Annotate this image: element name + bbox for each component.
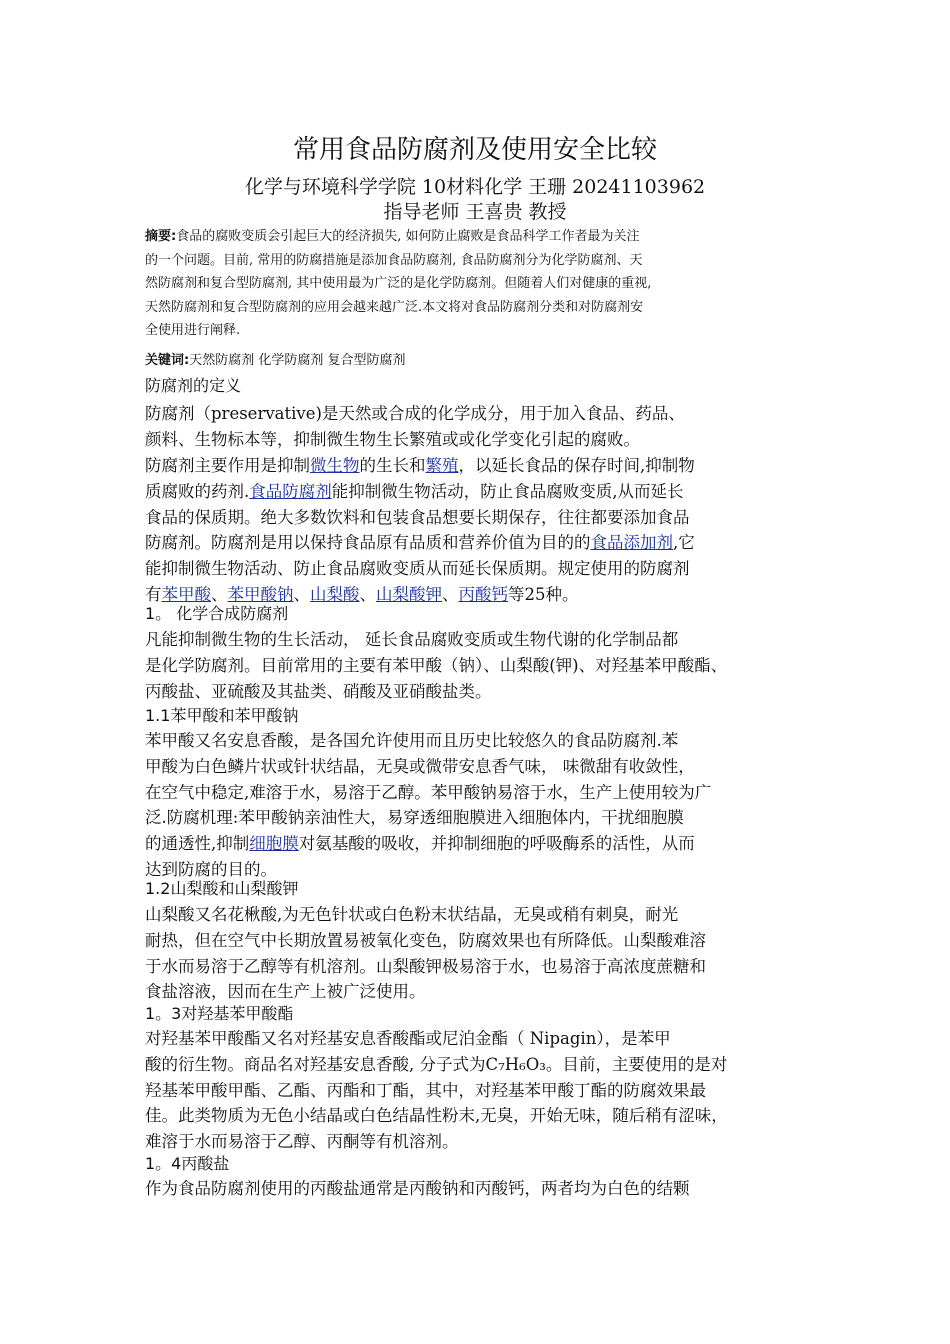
keywords-text: 天然防腐剂 化学防腐剂 复合型防腐剂: [189, 353, 406, 368]
section-heading-1: 1。 化学合成防腐剂: [145, 604, 289, 623]
definition-paragraph-1: [145, 401, 825, 453]
text-line: 达到防腐的目的。: [145, 859, 277, 879]
section-heading-1-2: 1.2山梨酸和山梨酸钾: [145, 879, 299, 898]
section-1-2-paragraph: [145, 902, 825, 1005]
keywords-label: 关键词:: [145, 353, 190, 368]
text-run: 质腐败的药剂.: [145, 481, 250, 501]
abstract-line-3: 然防腐剂和复合型防腐剂, 其中使用最为广泛的是化学防腐剂。但随着人们对健康的重视,: [145, 276, 652, 291]
link-sorbic-acid[interactable]: 山梨酸: [310, 584, 360, 604]
abstract-line-1: 食品的腐败变质会引起巨大的经济损失, 如何防止腐败是食品科学工作者最为关注: [176, 229, 640, 244]
text-line: 佳。此类物质为无色小结晶或白色结晶性粉末,无臭，开始无味，随后稍有涩味，: [145, 1106, 728, 1126]
keywords: [145, 349, 815, 373]
author-line: 化学与环境科学学院 10材料化学 王珊 20241103962: [244, 176, 706, 198]
section-1-4-paragraph: [145, 1176, 825, 1202]
section-heading-definition: 防腐剂的定义: [145, 376, 242, 395]
text-line: 颜料、生物标本等，抑制微生物生长繁殖或或化学变化引起的腐败。: [145, 429, 640, 449]
text-line: 对羟基苯甲酸酯又名对羟基安息香酸酯或尼泊金酯（ Nipagin），是苯甲: [145, 1029, 671, 1048]
abstract-line-5: 全使用进行阐释.: [145, 323, 241, 338]
text-run: 、: [359, 584, 376, 604]
text-line: 是化学防腐剂。目前常用的主要有苯甲酸（钠）、山梨酸(钾)、对羟基苯甲酸酯、: [145, 655, 728, 675]
abstract: [145, 225, 815, 343]
section-1-1-paragraph: [145, 728, 825, 883]
text-line: 山梨酸又名花楸酸,为无色针状或白色粉末状结晶，无臭或稍有刺臭，耐光: [145, 905, 679, 924]
text-line: 酸的衍生物。商品名对羟基安息香酸, 分子式为C₇H₆O₃。目前，主要使用的是对: [145, 1054, 728, 1074]
section-1-paragraph: [145, 627, 825, 704]
text-run: 、: [211, 584, 228, 604]
abstract-line-4: 天然防腐剂和复合型防腐剂的应用会越来越广泛.本文将对食品防腐剂分类和对防腐剂安: [145, 299, 644, 315]
page-title: 常用食品防腐剂及使用安全比较: [292, 135, 657, 165]
link-food-additive[interactable]: 食品添加剂: [590, 533, 673, 553]
text-line: 难溶于水而易溶于乙醇、丙酮等有机溶剂。: [145, 1132, 459, 1152]
text-line: 耐热，但在空气中长期放置易被氧化变色，防腐效果也有所降低。山梨酸难溶: [145, 930, 706, 950]
text-line: 于水而易溶于乙醇等有机溶剂。山梨酸钾极易溶于水，也易溶于高浓度蔗糖和: [145, 956, 706, 976]
text-line: 食品的保质期。绝大多数饮料和包装食品想要长期保存，往往都要添加食品: [145, 507, 690, 527]
text-run: 对氨基酸的吸收，并抑制细胞的呼吸酶系的活性，从而: [298, 834, 695, 854]
text-run: 的通透性,抑制: [145, 834, 250, 854]
link-benzoic-acid[interactable]: 苯甲酸: [161, 584, 211, 604]
text-line: [145, 453, 825, 479]
link-sodium-benzoate[interactable]: 苯甲酸钠: [227, 584, 294, 604]
text-line: 食盐溶液，因而在生产上被广泛使用。: [145, 982, 426, 1002]
link-microorganism[interactable]: 微生物: [310, 456, 360, 475]
text-line: 丙酸盐、亚硫酸及其盐类、硝酸及亚硝酸盐类。: [145, 681, 492, 701]
text-line: [145, 479, 825, 505]
text-line: 泛.防腐机理:苯甲酸钠亲油性大，易穿透细胞膜进入细胞体内，干扰细胞膜: [145, 808, 684, 828]
abstract-line-2: 的一个问题。目前, 常用的防腐措施是添加食品防腐剂, 食品防腐剂分为化学防腐剂、天: [145, 252, 643, 268]
text-run: ，以延长食品的保存时间,抑制物: [458, 456, 695, 475]
link-reproduction[interactable]: 繁殖: [425, 456, 459, 475]
text-run: 能抑制微生物活动，防止食品腐败变质,从而延长: [331, 481, 684, 501]
abstract-label: 摘要:: [145, 229, 177, 244]
link-cell-membrane[interactable]: 细胞膜: [249, 834, 299, 854]
text-run: ,它: [673, 533, 695, 553]
text-line: 防腐剂（preservative)是天然或合成的化学成分，用于加入食品、药品、: [145, 404, 685, 423]
text-run: 防腐剂主要作用是抑制: [145, 456, 310, 475]
text-run: 等25种。: [508, 584, 579, 604]
advisor-line: 指导老师 王喜贵 教授: [383, 201, 567, 223]
text-line: 凡能抑制微生物的生长活动， 延长食品腐败变质或生物代谢的化学制品都: [145, 630, 679, 649]
definition-paragraph-2: [145, 453, 825, 608]
section-heading-1-3: 1。3对羟基苯甲酸酯: [145, 1004, 294, 1023]
text-run: 有: [145, 584, 162, 604]
link-potassium-sorbate[interactable]: 山梨酸钾: [376, 584, 442, 604]
text-run: 、: [293, 584, 310, 604]
text-line: [145, 831, 825, 857]
text-run: 防腐剂。防腐剂是用以保持食品原有品质和营养价值为目的的: [145, 533, 591, 553]
section-heading-1-4: 1。4丙酸盐: [145, 1154, 230, 1173]
text-run: 、: [442, 584, 459, 604]
link-food-preservative[interactable]: 食品防腐剂: [249, 481, 332, 501]
text-line: 能抑制微生物活动、防止食品腐败变质从而延长保质期。规定使用的防腐剂: [145, 559, 690, 579]
section-heading-1-1: 1.1苯甲酸和苯甲酸钠: [145, 706, 299, 725]
text-line: 苯甲酸又名安息香酸，是各国允许使用而且历史比较悠久的食品防腐剂.苯: [145, 731, 679, 750]
text-run: 的生长和: [359, 456, 426, 475]
text-line: 羟基苯甲酸甲酯、乙酯、丙酯和丁酯，其中，对羟基苯甲酸丁酯的防腐效果最: [145, 1080, 706, 1100]
text-line: 作为食品防腐剂使用的丙酸盐通常是丙酸钠和丙酸钙，两者均为白色的结颗: [145, 1179, 690, 1198]
section-1-3-paragraph: [145, 1026, 825, 1155]
text-line: [145, 530, 825, 556]
text-line: 在空气中稳定,难溶于水，易溶于乙醇。苯甲酸钠易溶于水，生产上使用较为广: [145, 782, 712, 802]
text-line: 甲酸为白色鳞片状或针状结晶，无臭或微带安息香气味， 味微甜有收敛性，: [145, 756, 695, 776]
link-calcium-propionate[interactable]: 丙酸钙: [458, 584, 508, 604]
